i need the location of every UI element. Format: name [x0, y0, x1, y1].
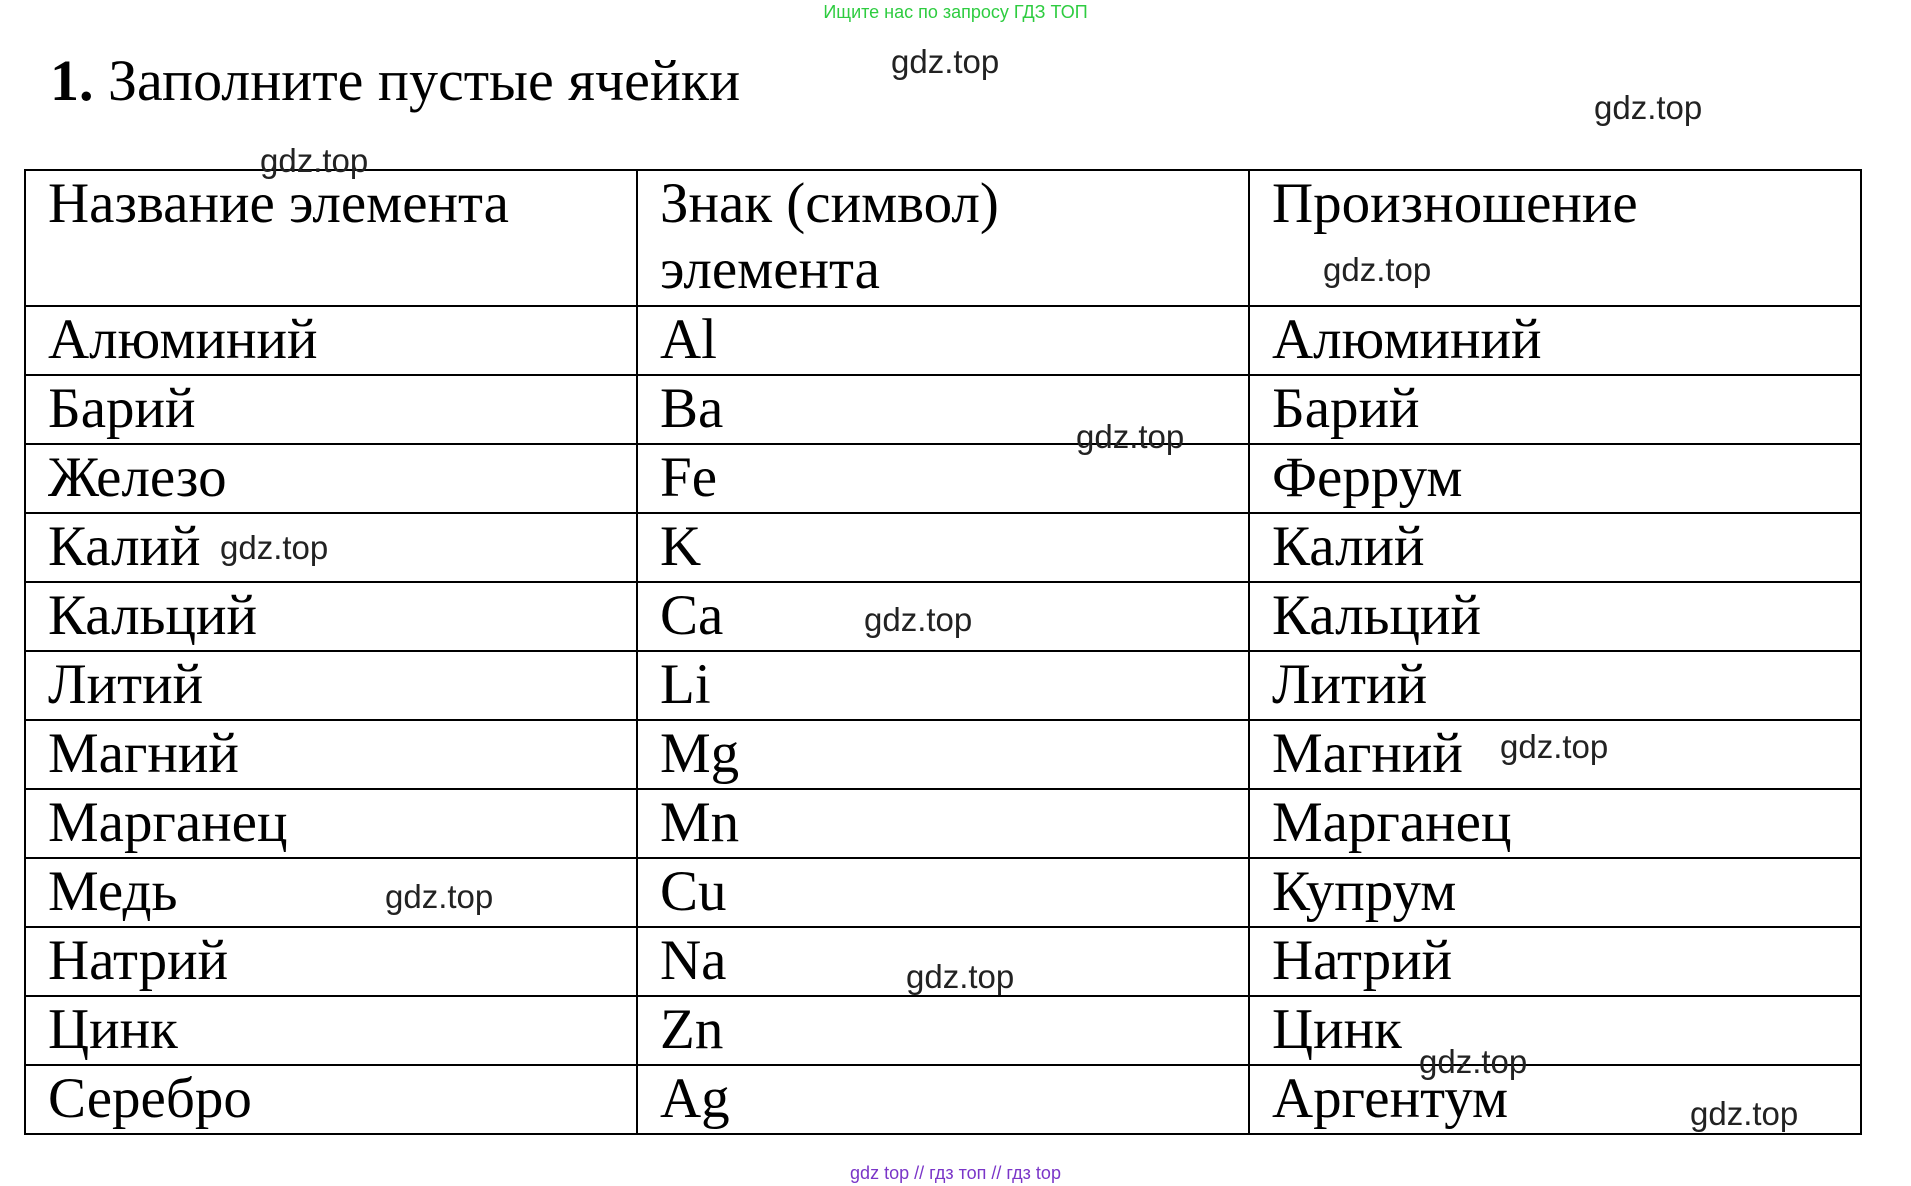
header-symbol-line1: Знак (символ) — [660, 172, 999, 235]
pronunciation-cell: Феррум — [1249, 444, 1861, 513]
element-symbol-cell: Fe — [637, 444, 1249, 513]
watermark-text: gdz.top — [891, 43, 1000, 80]
element-symbol-cell: Cu — [637, 858, 1249, 927]
table-row — [25, 996, 1861, 1065]
pronunciation-cell: Купрум — [1249, 858, 1861, 927]
watermark-text: gdz.top — [385, 878, 494, 915]
watermark-text: gdz.top — [1076, 418, 1185, 455]
watermark-text: gdz.top — [1419, 1043, 1528, 1080]
element-name-cell: Магний — [25, 720, 637, 789]
watermark-text: gdz.top — [1690, 1095, 1799, 1132]
header-pronunciation: Произношение — [1249, 170, 1861, 306]
pronunciation-cell: Аргентум — [1249, 1065, 1861, 1134]
element-name-cell: Цинк — [25, 996, 637, 1065]
task-number: 1. — [50, 48, 94, 113]
pronunciation-cell: Кальций — [1249, 582, 1861, 651]
header-element-name: Название элемента — [25, 170, 637, 306]
element-name-cell: Кальций — [25, 582, 637, 651]
task-text: Заполните пустые ячейки — [108, 48, 741, 113]
watermark-text: gdz.top — [1323, 251, 1432, 288]
table-row — [25, 306, 1861, 375]
table-row — [25, 444, 1861, 513]
element-name-cell: Натрий — [25, 927, 637, 996]
element-symbol-cell: K — [637, 513, 1249, 582]
element-name-cell: Барий — [25, 375, 637, 444]
element-name-cell: Калий — [25, 513, 637, 582]
element-name-cell: Серебро — [25, 1065, 637, 1134]
table-row — [25, 651, 1861, 720]
element-name-cell: Литий — [25, 651, 637, 720]
task-title — [50, 48, 741, 113]
pronunciation-cell: Калий — [1249, 513, 1861, 582]
element-name-cell: Медь — [25, 858, 637, 927]
watermark-text: gdz.top — [260, 142, 369, 179]
bottom-banner[interactable]: gdz top // гдз топ // гдз top — [850, 1163, 1061, 1183]
table-row — [25, 375, 1861, 444]
table-row — [25, 858, 1861, 927]
pronunciation-cell: Марганец — [1249, 789, 1861, 858]
header-element-symbol — [637, 170, 1249, 306]
element-name-cell: Алюминий — [25, 306, 637, 375]
watermark-text: gdz.top — [1594, 89, 1703, 126]
element-symbol-cell: Ba — [637, 375, 1249, 444]
table-header-row — [25, 170, 1861, 306]
element-symbol-cell: Ag — [637, 1065, 1249, 1134]
pronunciation-cell: Магний — [1249, 720, 1861, 789]
watermark-text: gdz.top — [220, 529, 329, 566]
watermark-text: gdz.top — [864, 601, 973, 638]
pronunciation-cell: Барий — [1249, 375, 1861, 444]
pronunciation-cell: Натрий — [1249, 927, 1861, 996]
element-symbol-cell: Mg — [637, 720, 1249, 789]
table-row — [25, 789, 1861, 858]
pronunciation-cell: Цинк — [1249, 996, 1861, 1065]
watermark-text: gdz.top — [1500, 728, 1609, 765]
pronunciation-cell: Алюминий — [1249, 306, 1861, 375]
pronunciation-cell: Литий — [1249, 651, 1861, 720]
watermark-text: gdz.top — [906, 958, 1015, 995]
element-symbol-cell: Zn — [637, 996, 1249, 1065]
element-symbol-cell: Na — [637, 927, 1249, 996]
table-row — [25, 1065, 1861, 1134]
header-symbol-line2: элемента — [660, 238, 880, 301]
element-name-cell: Железо — [25, 444, 637, 513]
element-symbol-cell: Al — [637, 306, 1249, 375]
element-symbol-cell: Ca — [637, 582, 1249, 651]
top-banner[interactable]: Ищите нас по запросу ГДЗ ТОП — [823, 2, 1088, 22]
element-name-cell: Марганец — [25, 789, 637, 858]
element-symbol-cell: Li — [637, 651, 1249, 720]
element-symbol-cell: Mn — [637, 789, 1249, 858]
